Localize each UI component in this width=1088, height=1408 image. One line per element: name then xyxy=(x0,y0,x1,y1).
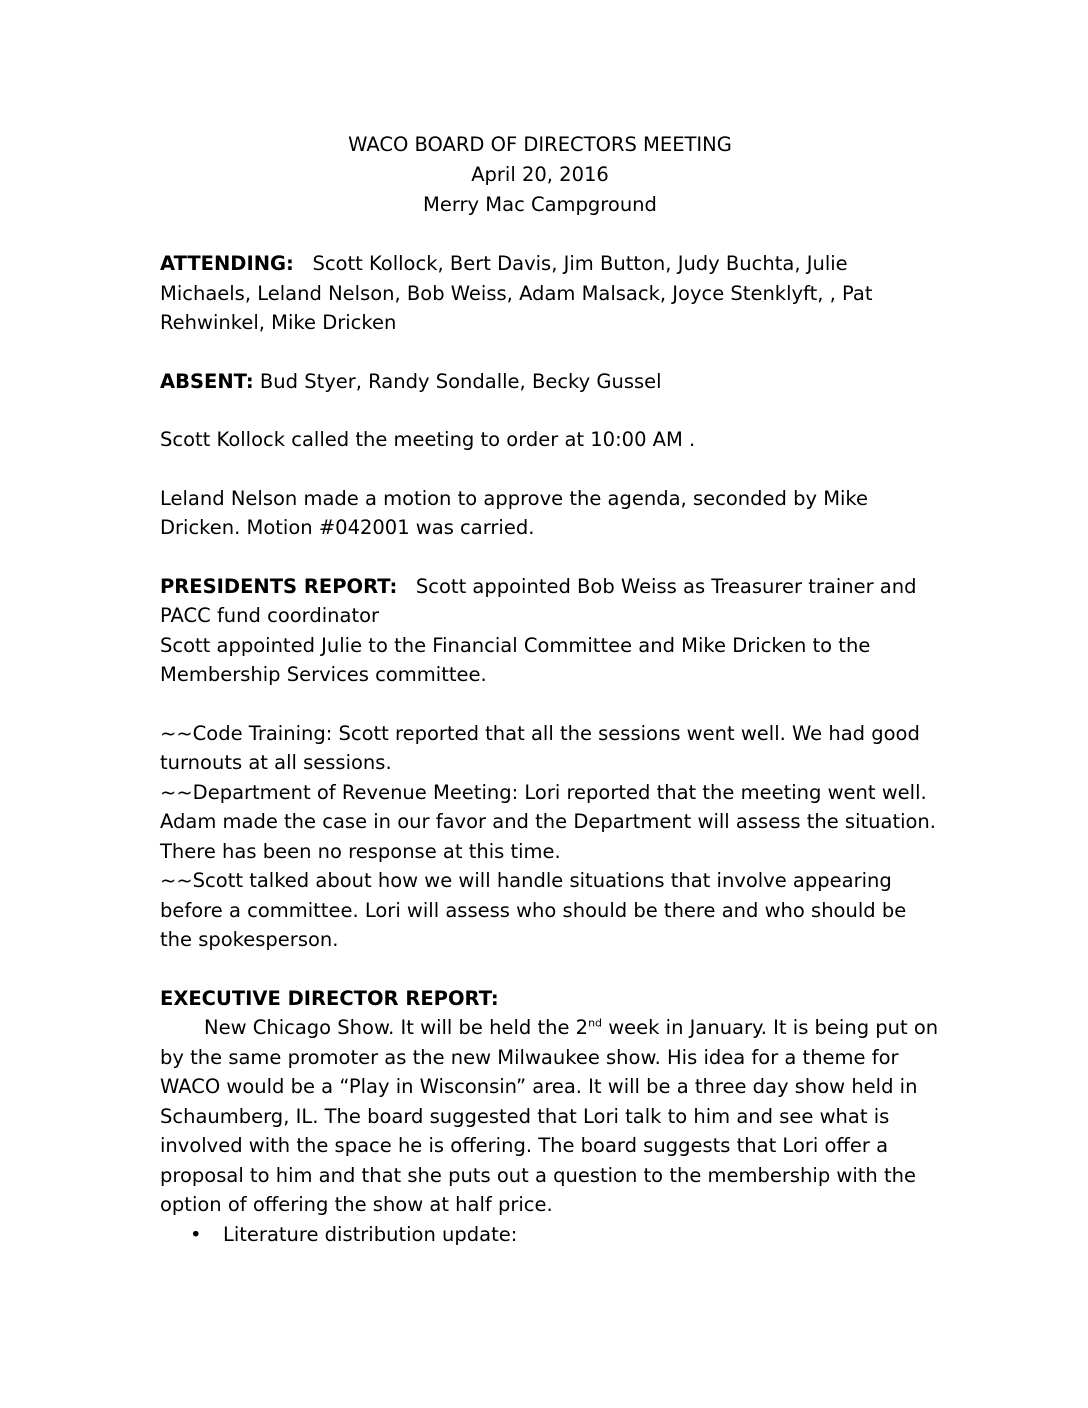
attending-paragraph xyxy=(160,249,940,338)
note-committee-appearances: ~~Scott talked about how we will handle situations that involve appearing before a committee. Lori will assess who should be there and who should be the spokesperson. xyxy=(160,869,907,951)
absent-names: Bud Styer, Randy Sondalle, Becky Gussel xyxy=(259,369,662,393)
document-page xyxy=(160,130,940,1249)
executive-report-text-start: New Chicago Show. It will be held the 2 xyxy=(204,1016,589,1039)
absent-label: ABSENT: xyxy=(160,369,254,393)
call-to-order-paragraph: Scott Kollock called the meeting to order at 10:00 AM . xyxy=(160,428,696,451)
executive-report-heading xyxy=(160,984,940,1014)
executive-report-label: EXECUTIVE DIRECTOR REPORT: xyxy=(160,986,499,1010)
attending-names: Scott Kollock, Bert Davis, Jim Button, Judy Buchta, Julie Michaels, Leland Nelson, Bob Weiss, Adam Malsack, Joyce Stenklyft, , Pat Rehwinkel, Mike Dricken xyxy=(160,252,873,334)
document-title: WACO BOARD OF DIRECTORS MEETING xyxy=(348,133,732,156)
document-header xyxy=(160,130,920,220)
absent-paragraph xyxy=(160,367,940,397)
agenda-motion-paragraph: Leland Nelson made a motion to approve the agenda, seconded by Mike Dricken. Motion #042001 was carried. xyxy=(160,486,869,539)
note-revenue-meeting: ~~Department of Revenue Meeting: Lori reported that the meeting went well. Adam made the case in our favor and the Department will assess the situation. There has been no response at this time. xyxy=(160,780,936,863)
executive-report-text-end: week in January. It is being put on by the same promoter as the new Milwaukee show. His idea for a theme for WACO would be a “Play in Wisconsin” area. It will be a three day show held in Schaumberg, IL. The board suggested that Lori talk to him and see what is involved with the space he is offering. The board suggests that Lori offer a proposal to him and that she puts out a question to the membership with the option of offering the show at half price. xyxy=(160,1016,939,1216)
executive-report-paragraph xyxy=(160,1013,940,1220)
presidents-report-text: Scott appointed Bob Weiss as Treasurer trainer and PACC fund coordinator xyxy=(160,574,917,627)
attending-label: ATTENDING: xyxy=(160,252,294,275)
meeting-location: Merry Mac Campground xyxy=(423,193,657,216)
presidents-report-paragraph xyxy=(160,572,940,631)
note-code-training: ~~Code Training: Scott reported that all the sessions went well. We had good turnouts at all sessions. xyxy=(160,721,920,774)
executive-report-bullets xyxy=(160,1220,940,1250)
bullet-literature-distribution: • Literature distribution update: xyxy=(160,1220,940,1250)
meeting-date: April 20, 2016 xyxy=(471,163,609,186)
presidents-report-appointments: Scott appointed Julie to the Financial Committee and Mike Dricken to the Membership Services committee. xyxy=(160,633,871,686)
presidents-report-label: PRESIDENTS REPORT: xyxy=(160,574,398,598)
ordinal-suffix: nd xyxy=(588,1016,603,1030)
